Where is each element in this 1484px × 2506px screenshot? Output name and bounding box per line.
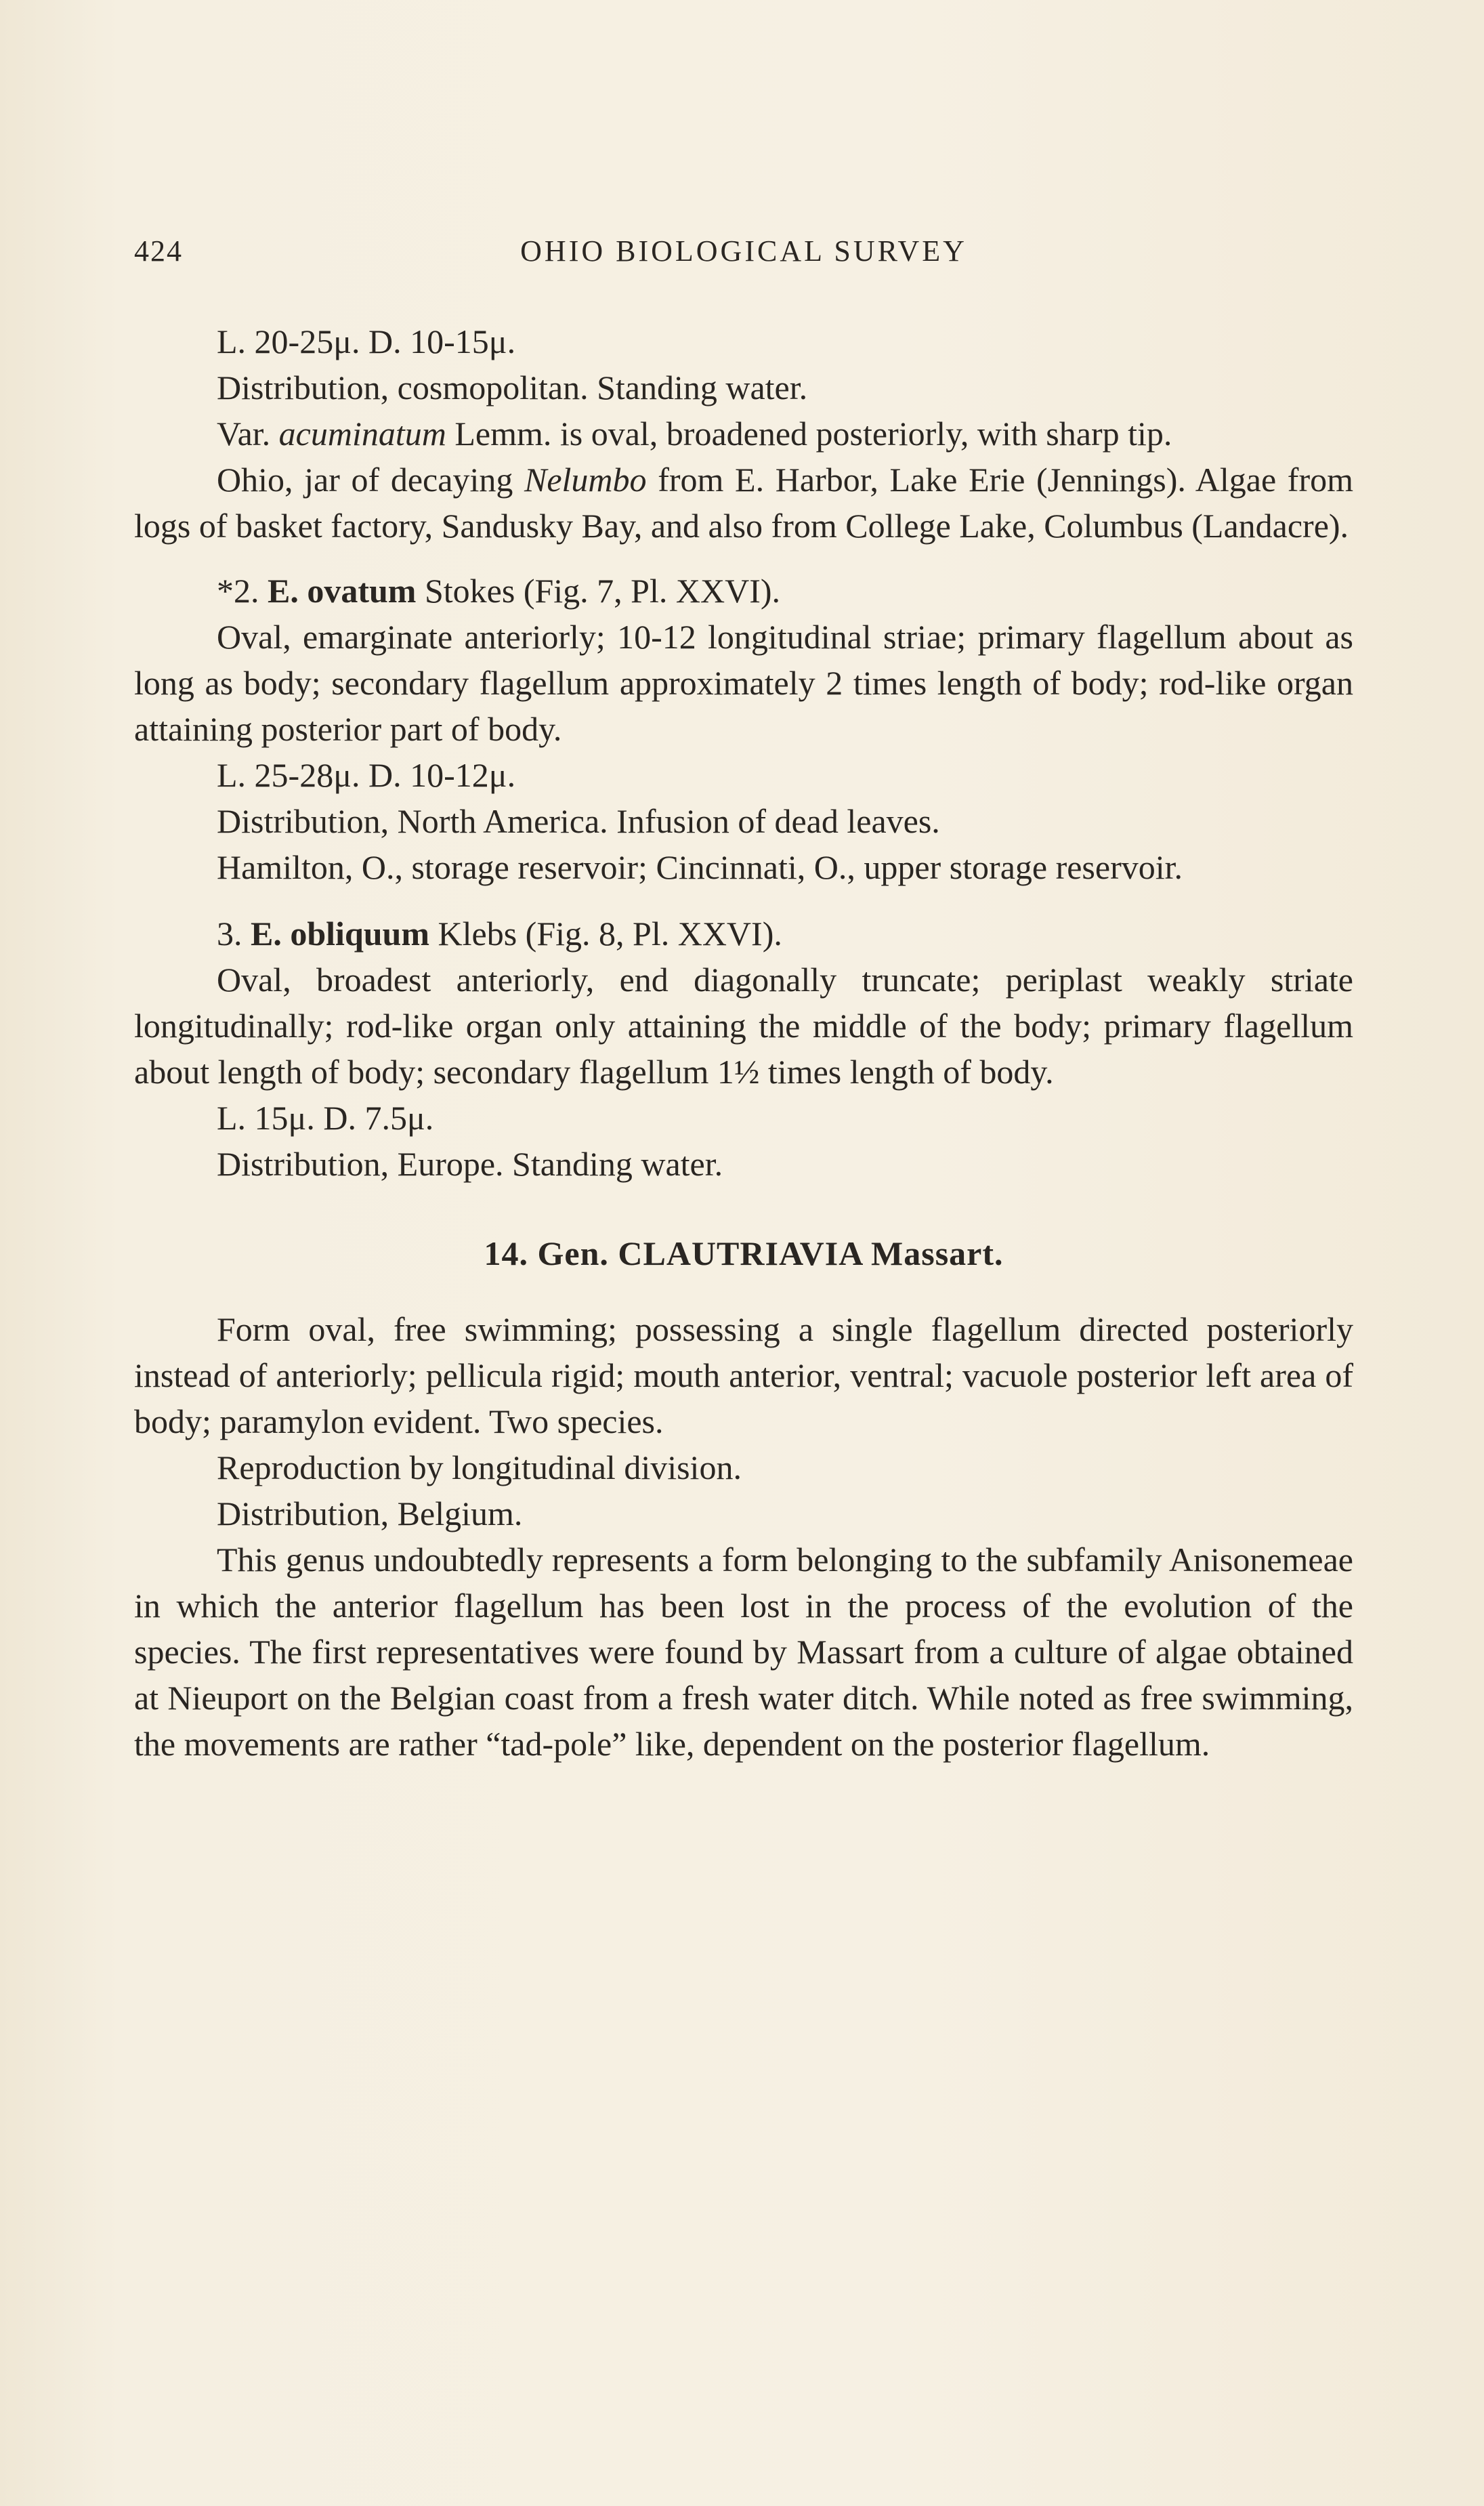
genus-name-italic: Nelumbo — [524, 461, 647, 499]
variety-paragraph: Var. acuminatum Lemm. is oval, broadened posteriorly, with sharp tip. — [217, 415, 1172, 453]
species-name-obliquum: E. obliquum — [251, 915, 430, 953]
distribution-line-ovatum: Distribution, North America. Infusion of dead leaves. — [217, 802, 940, 840]
measurement-line-ovatum: L. 25-28μ. D. 10-12μ. — [217, 756, 516, 794]
genus-notes: This genus undoubtedly represents a form belonging to the subfamily Anisonemeae in which the anterior flagellum has been lost in the process of the evolution of the species. The first representatives were found by Massart from a culture of algae obtained at Nieuport on the Belgian coast from a fresh water ditch. While noted as free swimming, the movements are rather “tad-pole” like, dependent on the posterior flagellum. — [134, 1541, 1353, 1763]
distribution-line: Distribution, cosmopolitan. Standing water. — [217, 369, 808, 406]
species-name-ovatum: E. ovatum — [268, 572, 417, 610]
running-title: OHIO BIOLOGICAL SURVEY — [520, 234, 967, 268]
species-heading-obliquum: 3. E. obliquum Klebs (Fig. 8, Pl. XXVI). — [217, 915, 782, 953]
variety-name: acuminatum — [278, 415, 446, 453]
page-header — [134, 234, 1353, 281]
locality-paragraph: Ohio, jar of decaying Nelumbo from E. Harbor, Lake Erie (Jennings). Algae from logs of basket factory, Sandusky Bay, and also from College Lake, Columbus (Landacre). — [134, 461, 1353, 545]
species-description-ovatum: Oval, emarginate anteriorly; 10-12 longitudinal striae; primary flagellum about as long as body; secondary flagellum approximately 2 times length of body; rod-like organ attaining posterior part of body. — [134, 618, 1353, 748]
genus-heading: 14. Gen. CLAUTRIAVIA Massart. — [484, 1234, 1004, 1272]
genus-description: Form oval, free swimming; possessing a single flagellum directed posteriorly instead of anteriorly; pellicula rigid; mouth anterior, ventral; vacuole posterior left area of body; paramylon evident. Two species. — [134, 1310, 1353, 1440]
species-heading-ovatum: *2. E. ovatum Stokes (Fig. 7, Pl. XXVI). — [217, 572, 780, 610]
species-description-obliquum: Oval, broadest anteriorly, end diagonally truncate; periplast weakly striate longitudinally; rod-like organ only attaining the middle of the body; primary flagellum about length of body; secondary flagellum 1½ times length of body. — [134, 961, 1353, 1091]
locality-line-ovatum: Hamilton, O., storage reservoir; Cincinnati, O., upper storage reservoir. — [217, 848, 1183, 886]
page-number: 424 — [134, 234, 183, 268]
measurement-line: L. 20-25μ. D. 10-15μ. — [217, 322, 516, 360]
genus-distribution-line: Distribution, Belgium. — [217, 1495, 523, 1532]
page-body — [134, 318, 1353, 1767]
measurement-line-obliquum: L. 15μ. D. 7.5μ. — [217, 1099, 434, 1137]
reproduction-line: Reproduction by longitudinal division. — [217, 1448, 742, 1486]
distribution-line-obliquum: Distribution, Europe. Standing water. — [217, 1145, 723, 1183]
